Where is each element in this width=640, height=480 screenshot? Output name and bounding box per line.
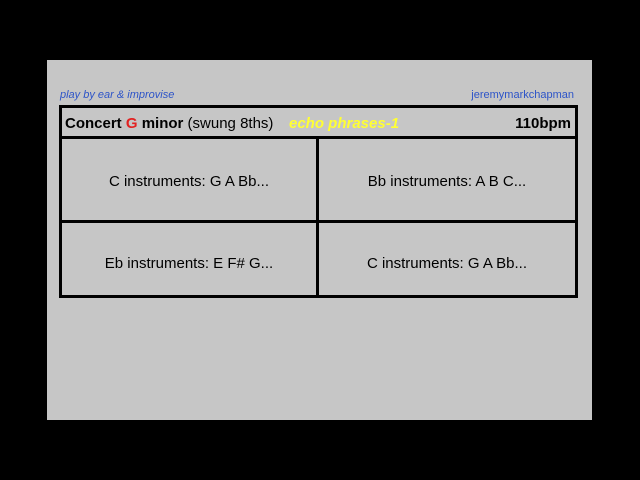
key-mode: minor <box>141 115 184 132</box>
feel-label: (swung 8ths) <box>187 115 274 132</box>
slide <box>47 60 592 420</box>
title <box>65 115 273 132</box>
instrument-cell-c-top <box>62 139 319 223</box>
title-bar <box>62 108 575 139</box>
lesson-board <box>59 105 578 298</box>
key-note: G <box>125 115 138 132</box>
author-link[interactable]: jeremymarkchapman <box>471 89 574 101</box>
instrument-cell-label: C instruments: G A Bb... <box>108 173 270 190</box>
instrument-cell-c-bottom <box>319 223 575 295</box>
instrument-cell-label: Eb instruments: E F# G... <box>104 254 274 272</box>
title-prefix: Concert <box>65 115 122 132</box>
exercise-name: echo phrases-1 <box>289 115 400 132</box>
instrument-cell-label: C instruments: G A Bb... <box>366 254 528 272</box>
course-link[interactable]: play by ear & improvise <box>60 89 175 101</box>
instrument-cell-eb <box>62 223 319 295</box>
instrument-cell-bb <box>319 139 575 223</box>
tempo-label: 110bpm <box>515 115 571 132</box>
instrument-cell-label: Bb instruments: A B C... <box>367 173 527 190</box>
